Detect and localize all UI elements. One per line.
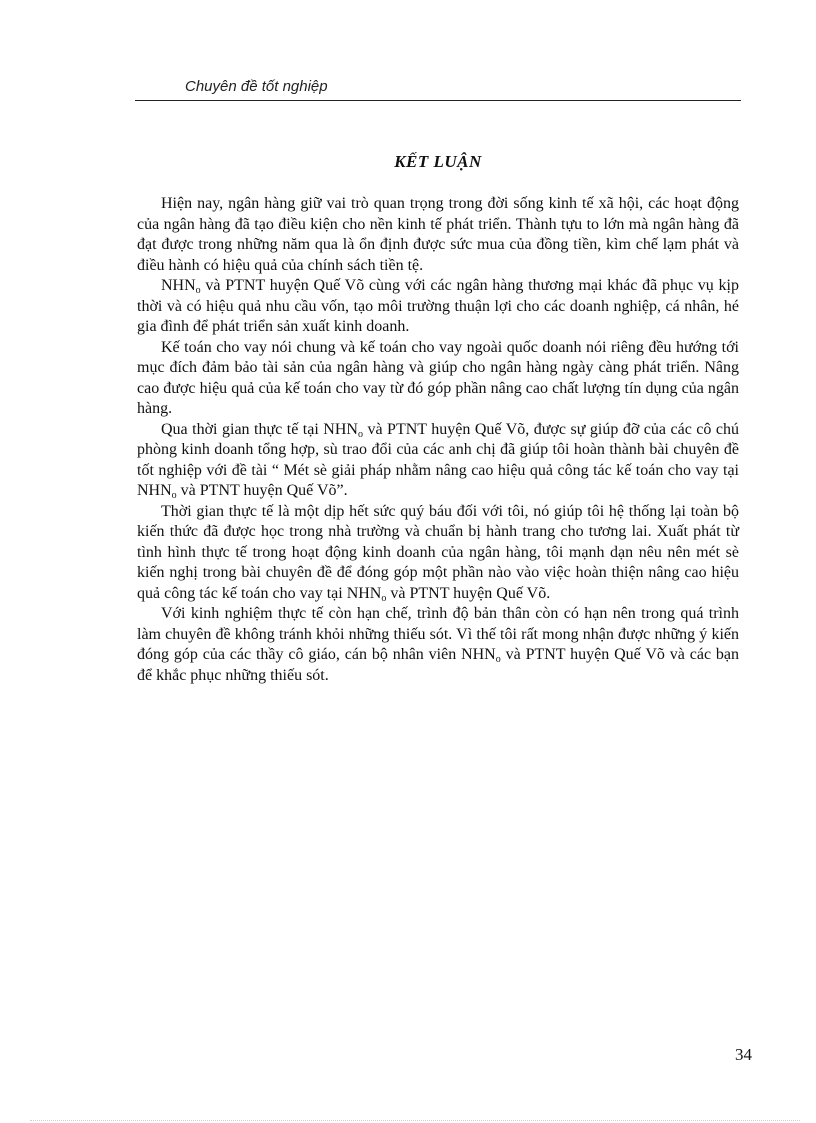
paragraph-6 (137, 604, 739, 686)
subscript: o (171, 490, 177, 501)
paragraph-1: Hiện nay, ngân hàng giữ vai trò quan trọng trong đời sống kinh tế xã hội, các hoạt động của ngân hàng đã tạo điều kiện cho nền kinh tế phát triển. Thành tựu to lớn mà ngân hàng đã đạt được trong những năm qua là ổn định được sức mua của đồng tiền, kìm chế lạm phát và điều hành có hiệu quả của chính sách tiền tệ. (137, 195, 739, 274)
page-number: 34 (735, 1045, 752, 1064)
section-heading: KẾT LUẬN (394, 152, 482, 171)
header-title: Chuyên đề tốt nghiệp (185, 78, 328, 95)
paragraph-4-text-c: và PTNT huyện Quế Võ”. (176, 482, 348, 499)
paragraph-2-text: và PTNT huyện Quế Võ cùng với các ngân hàng thương mại khác đã phục vụ kịp thời và có hiệu quả nhu cầu vốn, tạo môi trường thuận lợi cho các doanh nghiệp, cá nhân, hé gia đình để phát triển sản xuất kinh doanh. (137, 277, 739, 335)
paragraph-6-text-a: Với kinh nghiệm thực tế còn hạn chế, trình độ bản thân còn có hạn nên trong quá trình làm chuyên đề không tránh khỏi những thiếu sót. Vì thế tôi rất mong nhận được những ý kiến đóng góp của các thầy cô giáo, cán bộ nhân viên NHN (137, 605, 739, 663)
paragraph-3: Kế toán cho vay nói chung và kế toán cho vay ngoài quốc doanh nói riêng đều hướng tới mục đích đảm bảo tài sản của ngân hàng và giúp cho ngân hàng ngày càng phát triển. Nâng cao được hiệu quả của kế toán cho vay từ đó góp phần nâng cao chất lượng tín dụng của ngân hàng. (137, 338, 739, 417)
body-text (137, 194, 739, 686)
subscript: o (357, 428, 363, 440)
subscript: o (195, 285, 201, 296)
paragraph-6-text-b: và PTNT huyện Quế Võ và các bạn để khắc phục những thiếu sót. (137, 646, 740, 684)
paragraph-4-text-b: và PTNT huyện Quế Võ, được sự giúp đỡ của các cô chú phòng kinh doanh tổng hợp, sù trao đổi của các anh chị đã giúp tôi hoàn thành bài chuyên đề tốt nghiệp với đề tài “ Mét sè giải pháp nhằm nâng cao hiệu quả công tác kế toán cho vay tại NHN (137, 420, 739, 499)
paragraph-4 (137, 420, 739, 502)
subscript: o (381, 592, 387, 604)
page-header (135, 74, 741, 101)
paragraph-4-text-a: Qua thời gian thực tế tại NHN (161, 420, 358, 438)
paragraph-5-text-a: Thời gian thực tế là một dịp hết sức quý báu đối với tôi, nó giúp tôi hệ thống lại toàn bộ kiến thức đã được học trong nhà trường và chuẩn bị hành trang cho tương lai. Xuất phát từ tình hình thực tế trong hoạt động kinh doanh của ngân hàng, tôi mạnh dạn nêu nên mét sè kiến nghị trong bài chuyên đề để đóng góp một phần nào vào việc hoàn thiện nâng cao hiệu quả công tác kế toán cho vay tại NHN (137, 502, 739, 602)
page-bottom-divider (30, 1120, 800, 1121)
paragraph-5-text-b: và PTNT huyện Quế Võ. (386, 584, 551, 602)
subscript: o (495, 654, 501, 665)
abbrev-nhn: NHN (161, 277, 196, 294)
paragraph-5 (137, 502, 739, 605)
paragraph-2 (137, 276, 739, 338)
